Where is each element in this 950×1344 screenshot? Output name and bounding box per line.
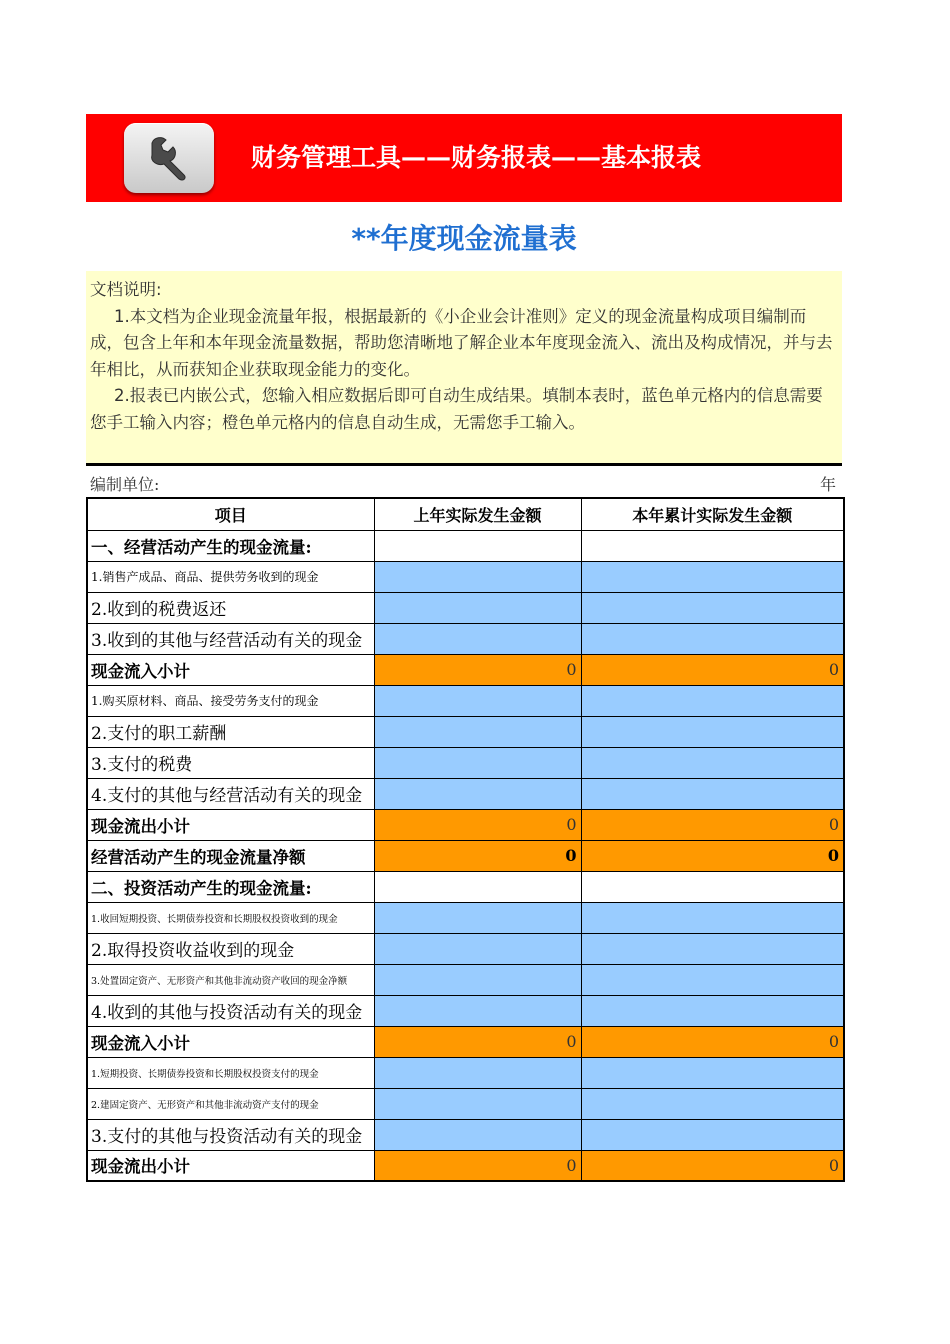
- row-label: 3.处置固定资产、无形资产和其他非流动资产收回的现金净额: [87, 964, 374, 995]
- input-cell-prev[interactable]: [374, 1057, 581, 1088]
- formula-cell-curr: 0: [581, 1026, 844, 1057]
- column-header-item: 项目: [87, 498, 374, 530]
- input-cell-prev[interactable]: [374, 716, 581, 747]
- banner-title: 财务管理工具——财务报表——基本报表: [251, 143, 702, 172]
- formula-cell-curr: 0: [581, 840, 844, 871]
- row-label: 2.建固定资产、无形资产和其他非流动资产支付的现金: [87, 1088, 374, 1119]
- formula-cell-curr: 0: [581, 809, 844, 840]
- subtotal-label: 现金流出小计: [87, 809, 374, 840]
- input-cell-curr[interactable]: [581, 623, 844, 654]
- table-row: [87, 654, 844, 685]
- row-label: 2.取得投资收益收到的现金: [87, 933, 374, 964]
- subtotal-label: 现金流出小计: [87, 1150, 374, 1181]
- row-label: 3.收到的其他与经营活动有关的现金: [87, 623, 374, 654]
- table-row: [87, 530, 844, 561]
- net-total-label: 经营活动产生的现金流量净额: [87, 840, 374, 871]
- input-cell-curr[interactable]: [581, 933, 844, 964]
- table-row: [87, 685, 844, 716]
- table-row: [87, 1057, 844, 1088]
- cell-curr: [581, 871, 844, 902]
- year-label: 年: [819, 475, 836, 494]
- row-label: 1.收回短期投资、长期债券投资和长期股权投资收到的现金: [87, 902, 374, 933]
- cash-flow-table: [86, 497, 845, 1182]
- cell-prev: [374, 871, 581, 902]
- input-cell-curr[interactable]: [581, 778, 844, 809]
- input-cell-curr[interactable]: [581, 902, 844, 933]
- input-cell-curr[interactable]: [581, 592, 844, 623]
- row-label: 3.支付的税费: [87, 747, 374, 778]
- table-row: [87, 1150, 844, 1181]
- table-row: [87, 592, 844, 623]
- section-heading-operating: 一、经营活动产生的现金流量:: [87, 530, 374, 561]
- header-banner: [86, 114, 842, 202]
- input-cell-curr[interactable]: [581, 995, 844, 1026]
- input-cell-prev[interactable]: [374, 1119, 581, 1150]
- row-label: 1.销售产成品、商品、提供劳务收到的现金: [87, 561, 374, 592]
- divider: [86, 463, 842, 466]
- input-cell-curr[interactable]: [581, 685, 844, 716]
- row-label: 2.支付的职工薪酬: [87, 716, 374, 747]
- column-header-current-year: 本年累计实际发生金额: [581, 498, 844, 530]
- row-label: 2.收到的税费返还: [87, 592, 374, 623]
- input-cell-curr[interactable]: [581, 964, 844, 995]
- input-cell-prev[interactable]: [374, 1088, 581, 1119]
- table-row: [87, 716, 844, 747]
- input-cell-curr[interactable]: [581, 1057, 844, 1088]
- row-label: 3.支付的其他与投资活动有关的现金: [87, 1119, 374, 1150]
- notes-heading: 文档说明:: [90, 280, 162, 299]
- table-row: [87, 1026, 844, 1057]
- row-label: 4.收到的其他与投资活动有关的现金: [87, 995, 374, 1026]
- input-cell-curr[interactable]: [581, 1088, 844, 1119]
- row-label: 1.短期投资、长期债券投资和长期股权投资支付的现金: [87, 1057, 374, 1088]
- input-cell-prev[interactable]: [374, 778, 581, 809]
- report-title: **年度现金流量表: [351, 222, 577, 255]
- input-cell-prev[interactable]: [374, 902, 581, 933]
- table-row: [87, 747, 844, 778]
- input-cell-prev[interactable]: [374, 592, 581, 623]
- notes-paragraph-1: 1.本文档为企业现金流量年报，根据最新的《小企业会计准则》定义的现金流量构成项目编制而成，包含上年和本年现金流量数据，帮助您清晰地了解企业本年度现金流入、流出及构成情况，并与去年相比，从而获知企业获取现金能力的变化。: [90, 306, 833, 379]
- table-row: [87, 871, 844, 902]
- table-row: [87, 902, 844, 933]
- input-cell-prev[interactable]: [374, 623, 581, 654]
- row-label: 4.支付的其他与经营活动有关的现金: [87, 778, 374, 809]
- input-cell-curr[interactable]: [581, 747, 844, 778]
- input-cell-prev[interactable]: [374, 685, 581, 716]
- report-meta: [86, 470, 842, 496]
- wrench-icon: [124, 123, 214, 193]
- table-row: [87, 840, 844, 871]
- table-row: [87, 623, 844, 654]
- input-cell-prev[interactable]: [374, 933, 581, 964]
- section-heading-investing: 二、投资活动产生的现金流量:: [87, 871, 374, 902]
- input-cell-prev[interactable]: [374, 995, 581, 1026]
- table-row: [87, 809, 844, 840]
- formula-cell-curr: 0: [581, 654, 844, 685]
- table-row: [87, 1088, 844, 1119]
- table-header-row: [87, 498, 844, 530]
- table-row: [87, 995, 844, 1026]
- notes-paragraph-2: 2.报表已内嵌公式，您输入相应数据后即可自动生成结果。填制本表时，蓝色单元格内的信息需要您手工输入内容；橙色单元格内的信息自动生成，无需您手工输入。: [90, 386, 823, 432]
- formula-cell-curr: 0: [581, 1150, 844, 1181]
- cell-curr: [581, 530, 844, 561]
- document-notes: [86, 271, 842, 463]
- input-cell-curr[interactable]: [581, 716, 844, 747]
- formula-cell-prev: 0: [374, 654, 581, 685]
- subtotal-label: 现金流入小计: [87, 1026, 374, 1057]
- column-header-prev-year: 上年实际发生金额: [374, 498, 581, 530]
- input-cell-curr[interactable]: [581, 1119, 844, 1150]
- subtotal-label: 现金流入小计: [87, 654, 374, 685]
- formula-cell-prev: 0: [374, 809, 581, 840]
- table-row: [87, 1119, 844, 1150]
- formula-cell-prev: 0: [374, 840, 581, 871]
- table-row: [87, 933, 844, 964]
- cell-prev: [374, 530, 581, 561]
- input-cell-prev[interactable]: [374, 561, 581, 592]
- input-cell-prev[interactable]: [374, 747, 581, 778]
- input-cell-prev[interactable]: [374, 964, 581, 995]
- table-row: [87, 778, 844, 809]
- unit-label: 编制单位:: [90, 475, 160, 494]
- input-cell-curr[interactable]: [581, 561, 844, 592]
- table-row: [87, 561, 844, 592]
- formula-cell-prev: 0: [374, 1150, 581, 1181]
- row-label: 1.购买原材料、商品、接受劳务支付的现金: [87, 685, 374, 716]
- table-row: [87, 964, 844, 995]
- formula-cell-prev: 0: [374, 1026, 581, 1057]
